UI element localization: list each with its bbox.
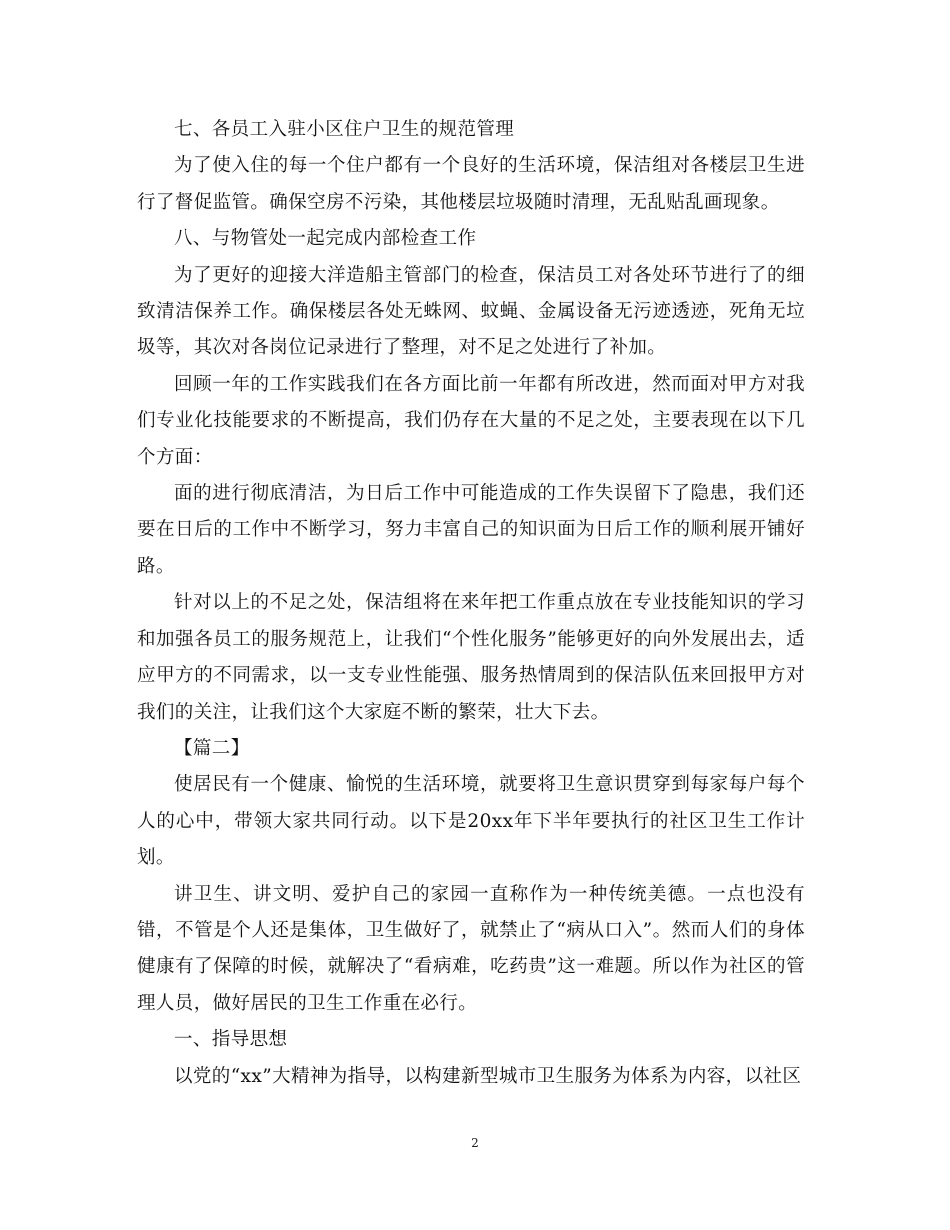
paragraph: 为了使入住的每一个住户都有一个良好的生活环境，保洁组对各楼层卫生进行了督促监管。确保空房不污染，其他楼层垃圾随时清理，无乱贴乱画现象。 bbox=[137, 155, 805, 213]
paragraph: 面的进行彻底清洁，为日后工作中可能造成的工作失误留下了隐患，我们还要在日后的工作中不断学习，努力丰富自己的知识面为日后工作的顺利展开铺好路。 bbox=[137, 483, 805, 577]
section-heading-1: 一、指导思想 bbox=[174, 1029, 288, 1051]
paragraph: 针对以上的不足之处，保洁组将在来年把工作重点放在专业技能知识的学习和加强各员工的服务规范上，让我们“个性化服务”能够更好的向外发展出去，适应甲方的不同需求，以一支专业性能强、服务热情周到的保洁队伍来回报甲方对我们的关注，让我们这个大家庭不断的繁荣，壮大下去。 bbox=[137, 592, 805, 723]
part-heading: 【篇二】 bbox=[174, 737, 250, 759]
section-heading-7: 七、各员工入驻小区住户卫生的规范管理 bbox=[174, 119, 515, 140]
paragraph: 以党的“xx”大精神为指导，以构建新型城市卫生服务为体系为内容，以社区 bbox=[174, 1065, 802, 1087]
paragraph: 讲卫生、讲文明、爱护自己的家园一直称作为一种传统美德。一点也没有错，不管是个人还是集体，卫生做好了，就禁止了“病从口入”。然而人们的身体健康有了保障的时候，就解决了“看病难，吃药贵”这一难题。所以作为社区的管理人员，做好居民的卫生工作重在必行。 bbox=[137, 883, 805, 1014]
page-number: 2 bbox=[471, 1136, 479, 1150]
paragraph: 回顾一年的工作实践我们在各方面比前一年都有所改进，然而面对甲方对我们专业化技能要求的不断提高，我们仍存在大量的不足之处，主要表现在以下几个方面： bbox=[137, 373, 805, 468]
document-body bbox=[137, 112, 805, 1095]
paragraph: 为了更好的迎接大洋造船主管部门的检查，保洁员工对各处环节进行了的细致清洁保养工作。确保楼层各处无蛛网、蚊蝇、金属设备无污迹透迹，死角无垃圾等，其次对各岗位记录进行了整理，对不足之处进行了补加。 bbox=[137, 264, 805, 359]
section-heading-8: 八、与物管处一起完成内部检查工作 bbox=[174, 228, 477, 250]
paragraph: 使居民有一个健康、愉悦的生活环境，就要将卫生意识贯穿到每家每户每个人的心中，带领大家共同行动。以下是20xx年下半年要执行的社区卫生工作计划。 bbox=[137, 774, 805, 869]
